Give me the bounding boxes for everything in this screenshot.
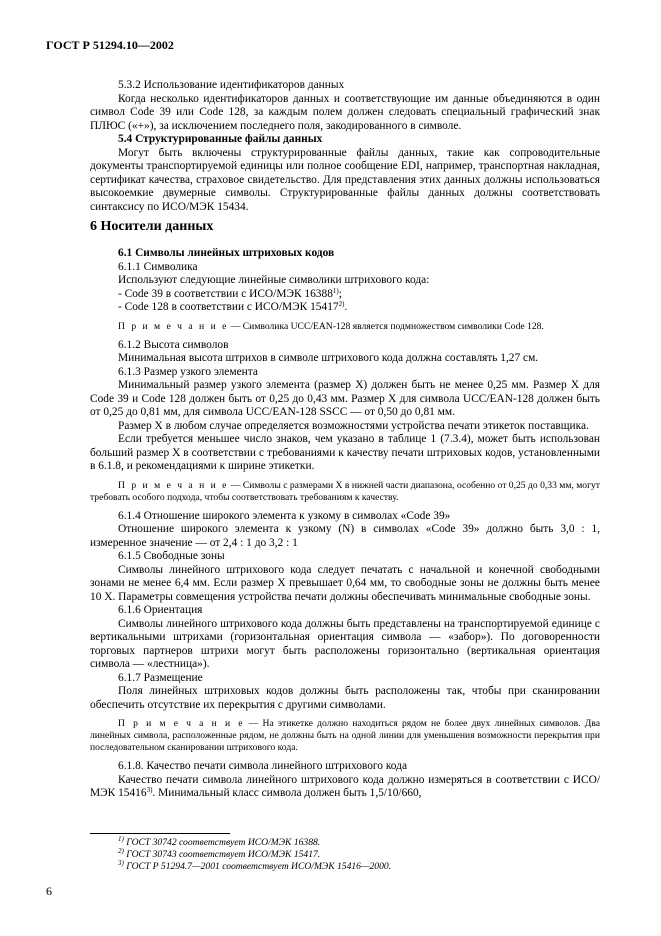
- note: П р и м е ч а н и е — Символика UCC/EAN-128 является подмножеством символики Code 128.: [118, 320, 544, 332]
- footnote-ref: 3): [146, 786, 153, 794]
- section-5-3-2: [90, 79, 600, 214]
- page-number: 6: [46, 884, 52, 898]
- note: П р и м е ч а н и е — На этикетке должно находиться рядом не более двух линейных символов. Два линейных символа, расположенные рядом, не должны быть на одной линии для уменьшения возможности перекрытия при последовательном сканировании штрихового кода.: [90, 718, 600, 753]
- footnotes: [90, 837, 600, 873]
- section-title: 6.1.7 Размещение: [118, 671, 203, 684]
- section-title: 6.1.5 Свободные зоны: [118, 550, 225, 562]
- note: П р и м е ч а н и е — Символы с размерами X в нижней части диапазона, особенно от 0,25 до 0,33 мм, могут требовать особого подхода, чтобы соответствовать требованиям к качеству.: [90, 479, 600, 503]
- footnote-ref: 1): [332, 286, 339, 295]
- section-title: 6.1.2 Высота символов: [118, 338, 229, 351]
- section-title: 6.1 Символы линейных штриховых кодов: [118, 247, 335, 259]
- paragraph: Качество печати символа линейного штрихового кода должно измеряться в соответствии с ИСО/МЭК 15416$^{3)}$. Минимальный класс символа должен быть 1,5/10/660,: [90, 773, 600, 799]
- footnote-rule: [90, 833, 230, 834]
- section-title: 5.4 Структурированные файлы данных: [118, 133, 323, 145]
- list-item: - Code 128 в соответствии с ИСО/МЭК 15417$^{2)}$.: [118, 300, 348, 313]
- paragraph: Минимальная высота штрихов в символе штрихового кода должна составлять 1,27 см.: [118, 352, 539, 364]
- paragraph: Символы линейного штрихового кода следует печатать с начальной и конечной свободными зонами не менее 6,4 мм. Если размер X превышает 0,64 мм, то свободные зоны не должны быть менее 10 X. Параметры совмещения устройства печати должны обеспечивать минимальные свободные зоны.: [90, 563, 600, 603]
- page-header: ГОСТ Р 51294.10—2002: [46, 38, 174, 52]
- chapter-title: 6 Носители данных: [90, 219, 214, 234]
- footnote: $^{2)}$ ГОСТ 30743 соответствует ИСО/МЭК 15417.: [118, 847, 321, 860]
- section-title: 5.3.2 Использование идентификаторов данных: [118, 79, 345, 91]
- paragraph: Могут быть включены структурированные файлы данных, такие как сопроводительные документы транспортируемой единицы или полное сообщение EDI, например, транспортная накладная, сертификат качества, страховое свидетельство. Для представления этих данных должны использоваться высокоемкие двумерные символы. Структурированные файлы данных должны соответствовать синтаксису по ИСО/МЭК 15434.: [90, 146, 600, 213]
- paragraph: Поля линейных штриховых кодов должны быть расположены так, чтобы при сканировании обеспечить отсутствие их перекрытия с другими символами.: [90, 685, 600, 711]
- section-6-1: [90, 247, 600, 801]
- section-title: 6.1.8. Качество печати символа линейного штрихового кода: [118, 760, 408, 772]
- list-item: - Code 39 в соответствии с ИСО/МЭК 16388$^{1)}$;: [118, 286, 342, 300]
- paragraph: Отношение широкого элемента к узкому (N) в символах «Code 39» должно быть 3,0 : 1, измеренное значение — от 2,4 : 1 до 3,2 : 1: [90, 523, 600, 549]
- section-title: 6.1.1 Символика: [118, 260, 198, 273]
- section-title: 6.1.3 Размер узкого элемента: [118, 365, 258, 378]
- paragraph: Размер X в любом случае определяется возможностями устройства печати этикеток поставщика.: [118, 419, 589, 432]
- paragraph: Когда несколько идентификаторов данных и соответствующие им данные объединяются в один символ Code 39 или Code 128, за каждым полем должен следовать специальный графический знак ПЛЮС («+»), за исключением последнего поля, закодированного в символе.: [90, 92, 600, 132]
- footnote-ref: 2): [338, 300, 345, 308]
- paragraph: Если требуется меньшее число знаков, чем указано в таблице 1 (7.3.4), может быть использован больший размер X в соответствии с требованиями к качеству печати штриховых кодов, установленными в 6.1.8, и рекомендациями к ширине этикетки.: [90, 433, 600, 472]
- paragraph: Используют следующие линейные символики штрихового кода:: [118, 274, 430, 286]
- paragraph: Минимальный размер узкого элемента (размер X) должен быть не менее 0,25 мм. Размер X для Code 39 и Code 128 должен быть от 0,25 до 0,43 мм. Размер X для символа UCC/EAN-128 должен быть от 0,25 до 0,81 мм, для символа UCC/EAN-128 SSCC — от 0,50 до 0,81 мм.: [90, 379, 600, 418]
- section-title: 6.1.6 Ориентация: [118, 604, 203, 616]
- footnote: $^{1)}$ ГОСТ 30742 соответствует ИСО/МЭК 16388.: [118, 835, 321, 848]
- paragraph: Символы линейного штрихового кода должны быть представлены на транспортируемой единице с вертикальными штрихами (горизонтальная ориентация символа — «забор»). По договоренности торговых партнеров штрихи могут быть расположены горизонтально (вертикальная ориентация символа — «лестница»).: [90, 617, 600, 670]
- footnote: $^{3)}$ ГОСТ Р 51294.7—2001 соответствует ИСО/МЭК 15416—2000.: [118, 859, 392, 872]
- section-title: 6.1.4 Отношение широкого элемента к узкому в символах «Code 39»: [118, 509, 451, 522]
